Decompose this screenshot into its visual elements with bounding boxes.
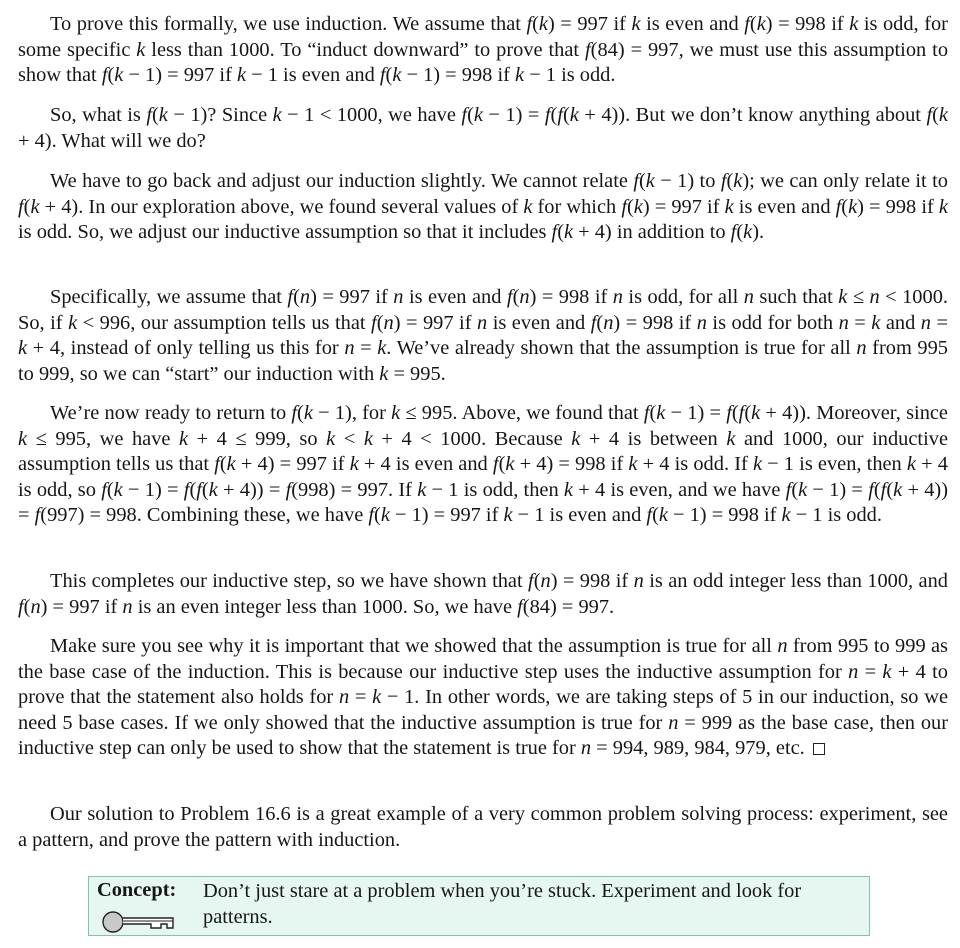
- math-variable: k: [752, 453, 762, 476]
- math-variable: n: [838, 311, 849, 334]
- math-variable: k: [208, 478, 218, 501]
- paragraph-inductive-step: We’re now ready to return to f(k − 1), for k ≤ 995. Above, we found that f(k − 1) = f(f(k + 4)). Moreover, since k ≤ 995, we have k + 4 ≤ 999, so k < k + 4 < 1000. Because k + 4 is between k and 1000, our inductive assumption tells us that f(k + 4) = 997 if k + 4 is even and f(k + 4) = 998 if k + 4 is odd. If k − 1 is even, then k + 4 is odd, so f(k − 1) = f(f(k + 4)) = f(998) = 997. If k − 1 is odd, then k + 4 is even, and we have f(k − 1) = f(f(k + 4)) = f(997) = 998. Combining these, we have f(k − 1) = 997 if k − 1 is even and f(k − 1) = 998 if k − 1 is odd.: [18, 402, 949, 527]
- math-variable: f: [720, 170, 727, 192]
- math-variable: k: [906, 453, 916, 476]
- math-variable: k: [751, 402, 761, 424]
- math-variable: f: [368, 504, 375, 527]
- math-variable: k: [236, 64, 247, 87]
- math-variable: k: [303, 402, 313, 424]
- math-variable: k: [838, 286, 848, 308]
- math-variable: n: [540, 570, 551, 592]
- paragraph-conclusion: This completes our inductive step, so we have shown that f(n) = 998 if n is an odd integer less than 1000, and f(n) = 997 if n is an even integer less than 1000. So, we have f(84) = 997.: [18, 570, 948, 618]
- math-variable: k: [848, 195, 858, 218]
- math-variable: n: [856, 337, 867, 360]
- math-variable: n: [383, 311, 394, 334]
- math-variable: f: [835, 195, 842, 218]
- paragraph-adjust-induction: We have to go back and adjust our induction slightly. We cannot relate f(k − 1) to f(k); we can only relate it to f(k + 4). In our exploration above, we found several values of k for which f(k) = 997 if k is even and f(k) = 998 if k is odd. So, we adjust our inductive assumption so that it includes f(k + 4) in addition to f(k).: [18, 170, 948, 244]
- math-variable: n: [30, 595, 41, 618]
- math-variable: n: [920, 311, 931, 334]
- math-variable: f: [517, 595, 523, 618]
- math-variable: k: [417, 478, 427, 501]
- math-variable: f: [371, 311, 377, 334]
- math-variable: k: [363, 427, 373, 450]
- math-variable: n: [612, 286, 623, 308]
- math-variable: n: [122, 595, 133, 618]
- math-variable: k: [569, 104, 579, 126]
- math-variable: f: [528, 570, 534, 592]
- math-variable: f: [183, 478, 190, 501]
- math-variable: k: [505, 453, 515, 476]
- paragraph-base-cases: Make sure you see why it is important that we showed that the assumption is true for all n from 995 to 999 as the base case of the induction. This is because our inductive step uses the inductive assumption for n = k + 4 to prove that the statement also holds for n = k − 1. In other words, we are taking steps of 5 in our induction, so we need 5 base cases. If we only showed that the inductive assumption is true for n = 999 as the base case, then our inductive step can only be used to show that the statement is true for n = 994, 989, 984, 979, etc.: [18, 635, 949, 760]
- math-variable: k: [372, 686, 382, 709]
- math-variable: f: [643, 402, 650, 424]
- math-variable: k: [656, 402, 666, 424]
- math-variable: f: [621, 195, 627, 218]
- qed-box-icon: [813, 743, 825, 755]
- math-variable: k: [380, 504, 390, 527]
- math-variable: f: [726, 402, 732, 424]
- math-variable: k: [272, 104, 282, 126]
- math-variable: n: [633, 570, 644, 592]
- math-variable: k: [136, 38, 146, 61]
- math-variable: f: [590, 311, 597, 334]
- math-variable: f: [738, 402, 745, 424]
- math-variable: k: [158, 104, 168, 126]
- math-variable: k: [571, 427, 581, 450]
- math-variable: f: [744, 13, 750, 35]
- math-variable: k: [938, 104, 948, 126]
- math-variable: n: [603, 311, 614, 334]
- math-variable: f: [926, 104, 933, 126]
- math-variable: n: [344, 337, 355, 360]
- math-variable: k: [226, 453, 236, 476]
- math-variable: k: [563, 221, 574, 244]
- math-variable: k: [733, 170, 743, 192]
- math-variable: k: [781, 504, 791, 527]
- math-variable: k: [391, 402, 401, 424]
- math-variable: f: [18, 595, 24, 618]
- math-variable: k: [938, 195, 948, 218]
- math-variable: k: [377, 337, 387, 360]
- math-variable: k: [523, 195, 533, 218]
- math-variable: n: [743, 286, 754, 308]
- math-variable: f: [287, 286, 294, 308]
- math-variable: k: [724, 195, 734, 218]
- concept-label: Concept:: [97, 879, 177, 901]
- math-variable: f: [214, 453, 220, 476]
- paragraph-question: So, what is f(k − 1)? Since k − 1 < 1000, we have f(k − 1) = f(f(k + 4)). But we don’t know anything about f(k + 4). What will we do?: [18, 104, 948, 152]
- math-variable: k: [179, 427, 189, 450]
- concept-text: Don’t just stare at a problem when you’re stuck. Experiment and look for patterns.: [203, 880, 802, 928]
- math-variable: k: [114, 64, 124, 87]
- math-variable: n: [777, 635, 788, 657]
- paragraph-specific-assumption: Specifically, we assume that f(n) = 997 if n is even and f(n) = 998 if n is odd, for all n such that k ≤ n < 1000. So, if k < 996, our assumption tells us that f(n) = 997 if n is even and f(n) = 998 if n is odd for both n = k and n = k + 4, instead of only telling us this for n = k. We’ve already shown that the assumption is true for all n from 995 to 999, so we can “start” our induction with k = 995.: [18, 286, 948, 385]
- paragraph-induction-setup: To prove this formally, we use induction. We assume that f(k) = 997 if k is even and f(k) = 998 if k is odd, for some specific k less than 1000. To “induct downward” to prove that f(84) = 997, we must use this assumption to show that f(k − 1) = 997 if k − 1 is even and f(k − 1) = 998 if k − 1 is odd.: [18, 13, 949, 87]
- math-variable: k: [18, 337, 28, 360]
- math-variable: k: [756, 13, 766, 35]
- math-variable: k: [30, 195, 40, 218]
- math-variable: f: [34, 504, 41, 527]
- math-variable: f: [557, 104, 563, 126]
- math-variable: n: [869, 286, 880, 308]
- concept-box: [88, 876, 870, 936]
- math-variable: n: [668, 711, 679, 734]
- math-variable: k: [379, 362, 389, 385]
- math-variable: f: [379, 64, 386, 87]
- math-variable: f: [646, 504, 653, 527]
- math-variable: f: [544, 104, 551, 126]
- math-variable: k: [631, 13, 641, 35]
- math-variable: k: [113, 478, 123, 501]
- math-variable: n: [848, 660, 859, 683]
- math-variable: k: [893, 478, 903, 501]
- math-variable: k: [326, 427, 336, 450]
- math-variable: k: [658, 504, 668, 527]
- math-variable: k: [743, 221, 753, 244]
- math-variable: k: [515, 64, 525, 87]
- math-variable: k: [645, 170, 655, 192]
- math-variable: f: [291, 402, 298, 424]
- math-variable: k: [349, 453, 359, 476]
- math-variable: f: [146, 104, 152, 126]
- math-variable: k: [538, 13, 548, 35]
- math-variable: n: [393, 286, 404, 308]
- math-variable: k: [392, 64, 402, 87]
- math-variable: k: [798, 478, 808, 501]
- math-variable: k: [18, 427, 28, 450]
- math-variable: f: [868, 478, 874, 501]
- math-variable: f: [880, 478, 887, 501]
- paragraph-summary: Our solution to Problem 16.6 is a great example of a very common problem solving process: experiment, see a pattern, and prove the pattern with induction.: [18, 803, 948, 851]
- math-variable: f: [18, 195, 24, 218]
- math-variable: n: [696, 311, 707, 334]
- math-variable: n: [338, 686, 350, 709]
- math-variable: k: [503, 504, 513, 527]
- math-variable: k: [473, 104, 483, 126]
- math-variable: k: [563, 478, 573, 501]
- math-variable: f: [285, 478, 292, 501]
- math-variable: f: [492, 453, 499, 476]
- math-variable: f: [196, 478, 202, 501]
- math-variable: f: [526, 13, 533, 35]
- math-variable: f: [785, 478, 792, 501]
- math-variable: n: [580, 737, 592, 760]
- math-variable: n: [477, 311, 488, 334]
- math-variable: f: [551, 221, 558, 244]
- math-variable: k: [633, 195, 643, 218]
- math-variable: f: [101, 478, 107, 501]
- math-variable: f: [461, 104, 468, 126]
- math-variable: n: [299, 286, 311, 308]
- math-variable: f: [633, 170, 639, 192]
- math-variable: k: [68, 311, 78, 334]
- math-variable: k: [882, 660, 892, 683]
- math-variable: n: [519, 286, 530, 308]
- math-variable: k: [628, 453, 638, 476]
- math-variable: k: [871, 311, 881, 334]
- key-icon: [101, 910, 177, 934]
- math-variable: f: [101, 64, 108, 87]
- math-variable: f: [585, 38, 591, 61]
- math-variable: k: [849, 13, 859, 35]
- math-variable: k: [726, 427, 736, 450]
- math-variable: f: [506, 286, 513, 308]
- math-variable: f: [730, 221, 737, 244]
